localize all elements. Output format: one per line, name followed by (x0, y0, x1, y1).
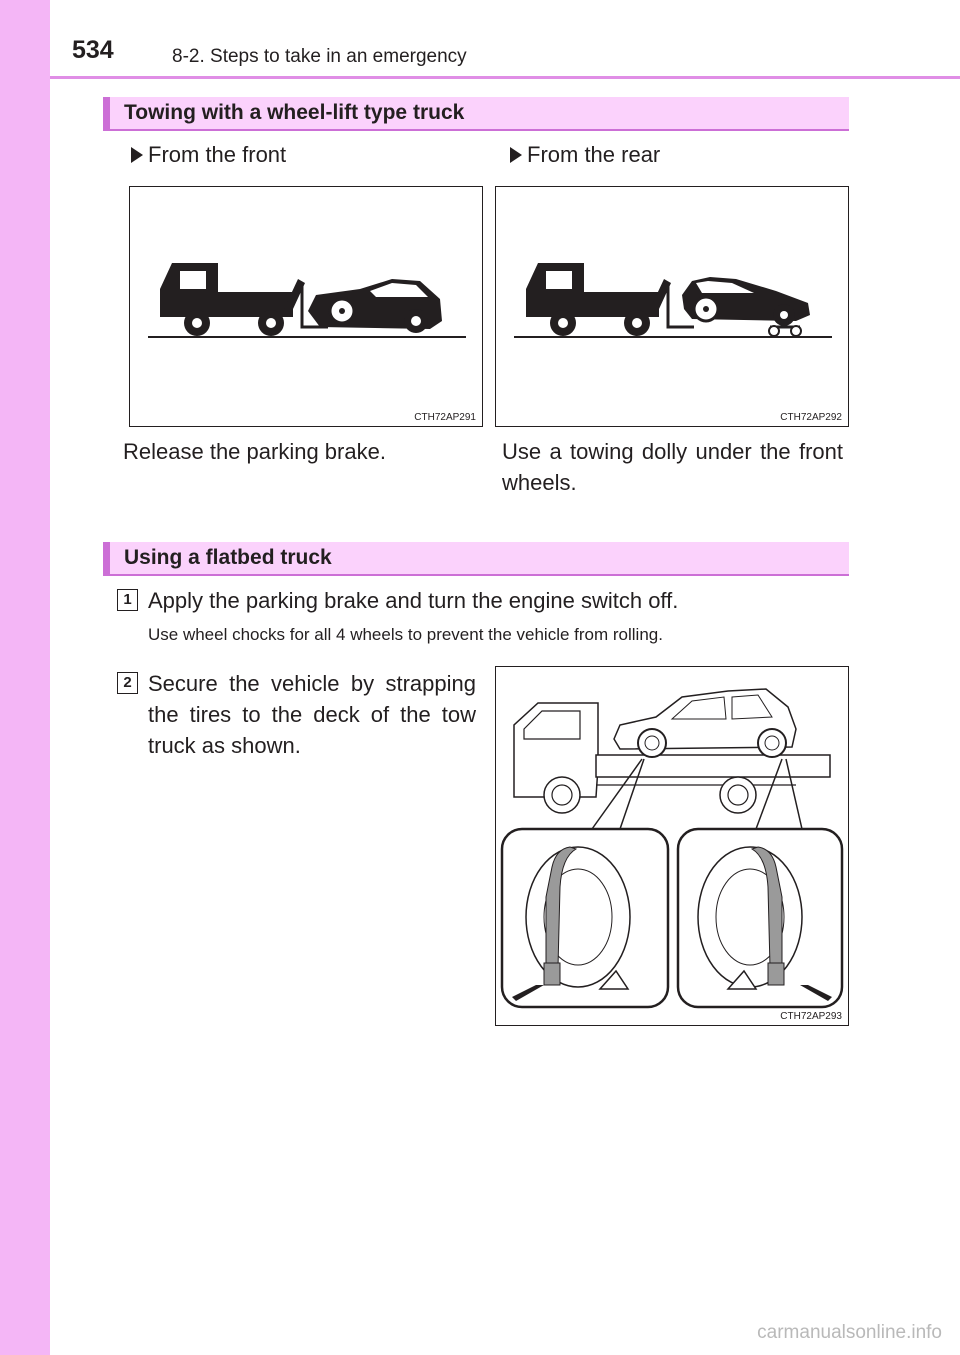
figure-flatbed-strapping (495, 666, 849, 1026)
figure-code: CTH72AP293 (780, 1011, 842, 1022)
step-1-text: Apply the parking brake and turn the engine switch off. (148, 588, 679, 613)
step-number-badge: 2 (117, 672, 138, 694)
triangle-bullet-icon (131, 147, 143, 163)
figure-code: CTH72AP292 (780, 412, 842, 423)
section-header-flatbed (103, 542, 849, 576)
step-number-badge: 1 (117, 589, 138, 611)
step-2-text: Secure the vehicle by strapping the tires to the deck of the tow truck as shown. (148, 671, 476, 758)
caption-front: Release the parking brake. (123, 439, 386, 464)
running-head: 8-2. Steps to take in an emergency (172, 46, 467, 67)
figure-tow-from-rear (495, 186, 849, 427)
triangle-bullet-icon (510, 147, 522, 163)
header-rule (50, 76, 960, 79)
side-color-band (0, 0, 50, 1355)
section-title: Using a flatbed truck (124, 546, 332, 569)
section-header-wheel-lift (103, 97, 849, 131)
flatbed-truck-illustration (496, 667, 848, 1025)
section-title: Towing with a wheel-lift type truck (124, 101, 465, 124)
tow-truck-rear-illustration (496, 187, 848, 426)
label-from-rear: From the rear (527, 142, 661, 167)
figure-code: CTH72AP291 (414, 412, 476, 423)
label-from-front: From the front (148, 142, 287, 167)
page-number: 534 (72, 36, 114, 64)
watermark: carmanualsonline.info (757, 1322, 942, 1343)
tow-truck-front-illustration (130, 187, 482, 426)
caption-rear: Use a towing dolly under the front wheels. (502, 439, 843, 495)
step-1-note: Use wheel chocks for all 4 wheels to prevent the vehicle from rolling. (148, 625, 663, 644)
figure-tow-from-front (129, 186, 483, 427)
